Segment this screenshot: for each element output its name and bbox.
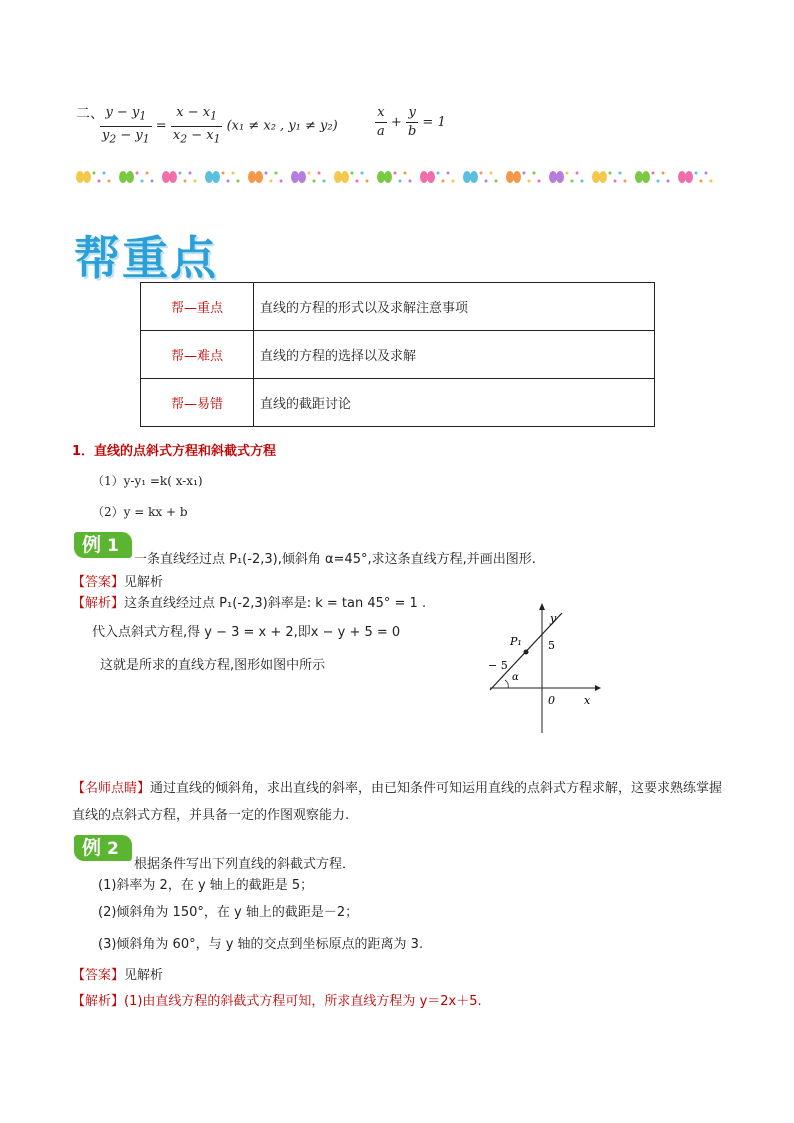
table-row <box>141 331 655 379</box>
butterfly-icon <box>248 171 263 183</box>
butterfly-icon <box>420 171 435 183</box>
dot-icon <box>313 180 316 183</box>
butterfly-icon <box>291 171 306 183</box>
butterfly-icon <box>119 171 134 183</box>
y-axis-arrow <box>539 603 545 610</box>
table-cell-label: 帮—难点 <box>141 331 254 379</box>
example1-answer: 【答案】见解析 <box>72 575 164 590</box>
butterfly-icon <box>463 171 478 183</box>
dot-icon <box>184 180 187 183</box>
dot-icon <box>323 180 326 183</box>
example1-question: 一条直线经过点 P₁(-2,3),倾斜角 α=45°,求这条直线方程,并画出图形. <box>134 552 536 567</box>
dot-icon <box>700 180 703 183</box>
butterfly-icon <box>678 171 693 183</box>
dot-icon <box>237 180 240 183</box>
key-points-table <box>140 282 655 427</box>
butterfly-icon <box>592 171 607 183</box>
dot-icon <box>576 172 579 175</box>
dot-icon <box>227 180 230 183</box>
line-graph <box>480 598 610 738</box>
dot-icon <box>275 172 278 175</box>
dot-icon <box>705 172 708 175</box>
butterfly-icon <box>377 171 392 183</box>
table-cell-value: 直线的方程的选择以及求解 <box>254 331 655 379</box>
dot-icon <box>189 172 192 175</box>
example2-question: 根据条件写出下列直线的斜截式方程． <box>134 857 356 872</box>
dot-icon <box>265 172 268 175</box>
banner-title: 帮重点 <box>74 231 218 285</box>
dot-icon <box>657 180 660 183</box>
example2-q3: (3)倾斜角为 60°，与 y 轴的交点到坐标原点的距离为 3. <box>98 937 424 952</box>
butterfly-icon <box>205 171 220 183</box>
example2-analysis: 【解析】(1)由直线方程的斜截式方程可知，所求直线方程为 y＝2x＋5. <box>72 994 482 1009</box>
formula-item-1: （1）y-y₁ =k( x-x₁) <box>92 474 203 488</box>
section-heading: 1．直线的点斜式方程和斜截式方程 <box>72 444 277 459</box>
x-axis-arrow <box>595 685 601 691</box>
point-label: P₁ <box>510 635 522 648</box>
origin-label: 0 <box>548 694 555 707</box>
dot-icon <box>308 172 311 175</box>
dot-icon <box>136 172 139 175</box>
y-axis-label: y <box>550 612 557 625</box>
butterfly-icon <box>549 171 564 183</box>
butterfly-icon <box>506 171 521 183</box>
butterfly-icon <box>635 171 650 183</box>
example2-q1: (1)斜率为 2，在 y 轴上的截距是 5； <box>98 878 314 893</box>
dot-icon <box>437 172 440 175</box>
example2-q2: (2)倾斜角为 150°，在 y 轴上的截距是－2； <box>98 905 359 920</box>
dot-icon <box>480 172 483 175</box>
two-point-formula: $\frac{y - y_1}{y_2 - y_1}$ = $\frac{x - x_1}{x_2 - x_1}$ (x₁ ≠ x₂ , y₁ ≠ y₂) <box>102 105 338 146</box>
dot-icon <box>146 172 149 175</box>
dot-icon <box>452 180 455 183</box>
formula-item-2: （2）y = kx + b <box>92 505 188 519</box>
dot-icon <box>270 180 273 183</box>
dot-icon <box>667 180 670 183</box>
dot-icon <box>222 172 225 175</box>
example-badge: 例 2 <box>74 835 132 861</box>
example-badge: 例 1 <box>74 532 132 558</box>
dot-icon <box>652 172 655 175</box>
dot-icon <box>356 180 359 183</box>
dot-icon <box>566 172 569 175</box>
x-axis-label: x <box>584 694 591 707</box>
dot-icon <box>232 172 235 175</box>
dot-icon <box>103 172 106 175</box>
dot-icon <box>523 172 526 175</box>
dot-icon <box>619 172 622 175</box>
dot-icon <box>609 172 612 175</box>
table-row <box>141 379 655 427</box>
dot-icon <box>351 172 354 175</box>
dot-icon <box>581 180 584 183</box>
dot-icon <box>409 180 412 183</box>
dot-icon <box>528 180 531 183</box>
teacher-note: 【名师点睛】通过直线的倾斜角，求出直线的斜率，由已知条件可知运用直线的点斜式方程求解，这要求熟练掌握直线的点斜式方程，并具备一定的作图观察能力. <box>72 781 723 823</box>
dot-icon <box>533 172 536 175</box>
point-p1 <box>524 650 529 655</box>
dot-icon <box>366 180 369 183</box>
dot-icon <box>404 172 407 175</box>
example1-step2: 代入点斜式方程,得 y − 3 = x + 2,即x − y + 5 = 0 <box>92 625 401 640</box>
table-cell-value: 直线的方程的形式以及求解注意事项 <box>254 283 655 331</box>
dot-icon <box>662 172 665 175</box>
butterfly-icon <box>76 171 91 183</box>
dot-icon <box>442 180 445 183</box>
formula-label: 二、 <box>76 106 104 122</box>
butterfly-icon <box>334 171 349 183</box>
dot-icon <box>447 172 450 175</box>
x-intercept-label: − 5 <box>488 659 508 672</box>
dot-icon <box>571 180 574 183</box>
dot-icon <box>614 180 617 183</box>
dot-icon <box>151 180 154 183</box>
dot-icon <box>93 172 96 175</box>
dot-icon <box>179 172 182 175</box>
dot-icon <box>98 180 101 183</box>
dot-icon <box>624 180 627 183</box>
dot-icon <box>141 180 144 183</box>
dot-icon <box>108 180 111 183</box>
intercept-formula: $\frac{x}{a}$ + $\frac{y}{b}$ = 1 <box>377 105 446 139</box>
dot-icon <box>361 172 364 175</box>
dot-icon <box>394 172 397 175</box>
example1-step3: 这就是所求的直线方程,图形如图中所示 <box>100 658 326 673</box>
table-row <box>141 283 655 331</box>
example1-analysis: 【解析】这条直线经过点 P₁(-2,3)斜率是: k = tan 45° = 1 . <box>72 596 427 611</box>
angle-arc <box>505 680 508 688</box>
dot-icon <box>495 180 498 183</box>
dot-icon <box>280 180 283 183</box>
dot-icon <box>485 180 488 183</box>
decorative-divider <box>72 165 722 189</box>
angle-label: α <box>512 672 519 683</box>
table-cell-label: 帮—重点 <box>141 283 254 331</box>
dot-icon <box>695 172 698 175</box>
dot-icon <box>399 180 402 183</box>
example2-answer: 【答案】见解析 <box>72 968 164 983</box>
dot-icon <box>710 180 713 183</box>
dot-icon <box>538 180 541 183</box>
dot-icon <box>194 180 197 183</box>
table-cell-value: 直线的截距讨论 <box>254 379 655 427</box>
butterfly-icon <box>162 171 177 183</box>
dot-icon <box>490 172 493 175</box>
table-cell-label: 帮—易错 <box>141 379 254 427</box>
dot-icon <box>318 172 321 175</box>
y-intercept-label: 5 <box>548 639 555 652</box>
